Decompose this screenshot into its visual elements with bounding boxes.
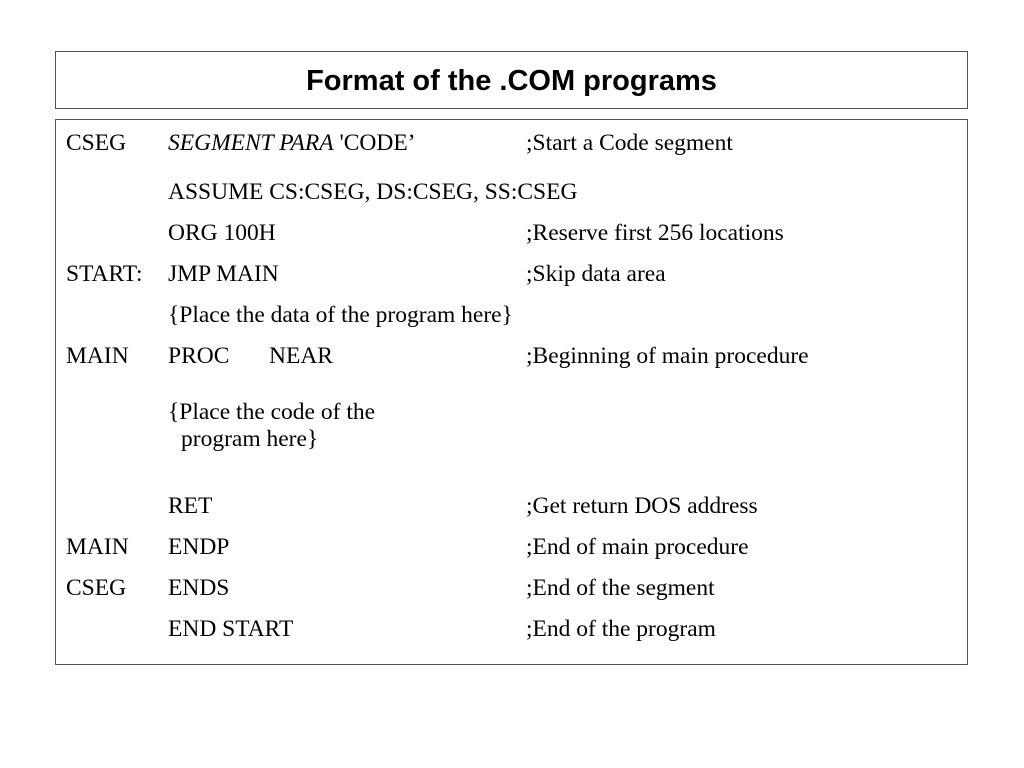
code-line-segment — [56, 130, 967, 160]
code-comment: ;Reserve first 256 locations — [526, 220, 784, 246]
code-line-data-placeholder — [56, 302, 967, 332]
code-line-main-proc — [56, 343, 967, 373]
code-line-endp — [56, 534, 967, 564]
code-operation: ENDP — [168, 534, 230, 560]
code-comment: ;End of the segment — [526, 575, 715, 601]
code-line-ends — [56, 575, 967, 605]
code-operation: END START — [168, 616, 294, 642]
code-operation — [168, 130, 416, 157]
code-comment: ;Get return DOS address — [526, 493, 758, 519]
code-label: START: — [66, 261, 143, 287]
code-operation-italic: SEGMENT PARA — [168, 130, 334, 156]
slide-title: Format of the .COM programs — [306, 64, 717, 97]
code-operation: ASSUME CS:CSEG, DS:CSEG, SS:CSEG — [168, 179, 578, 205]
code-comment: ;Beginning of main procedure — [526, 343, 809, 369]
title-box — [55, 51, 968, 109]
code-label: MAIN — [66, 343, 129, 369]
code-comment: ;Skip data area — [526, 261, 666, 287]
code-line-ret — [56, 493, 967, 523]
code-operation: ORG 100H — [168, 220, 276, 246]
code-operation: PROC — [168, 343, 230, 369]
code-line-start — [56, 261, 967, 291]
code-operation: RET — [168, 493, 213, 519]
code-operation: JMP MAIN — [168, 261, 279, 287]
code-operation: {Place the data of the program here} — [168, 302, 513, 328]
code-operand: NEAR — [269, 343, 333, 369]
code-label: CSEG — [66, 130, 127, 156]
code-line-end-start — [56, 616, 967, 646]
code-line-code-placeholder — [168, 399, 375, 453]
code-operation: ENDS — [168, 575, 230, 601]
code-comment: ;End of main procedure — [526, 534, 749, 560]
code-placeholder-line-1: {Place the code of the — [168, 399, 376, 425]
code-label: CSEG — [66, 575, 127, 601]
code-comment: ;Start a Code segment — [526, 130, 733, 156]
code-label: MAIN — [66, 534, 129, 560]
code-operation-rest: 'CODE’ — [333, 130, 416, 156]
code-line-org — [56, 220, 967, 250]
code-listing — [55, 119, 968, 665]
code-line-assume — [56, 179, 967, 209]
code-placeholder-line-2: program here} — [181, 426, 319, 452]
code-comment: ;End of the program — [526, 616, 716, 642]
